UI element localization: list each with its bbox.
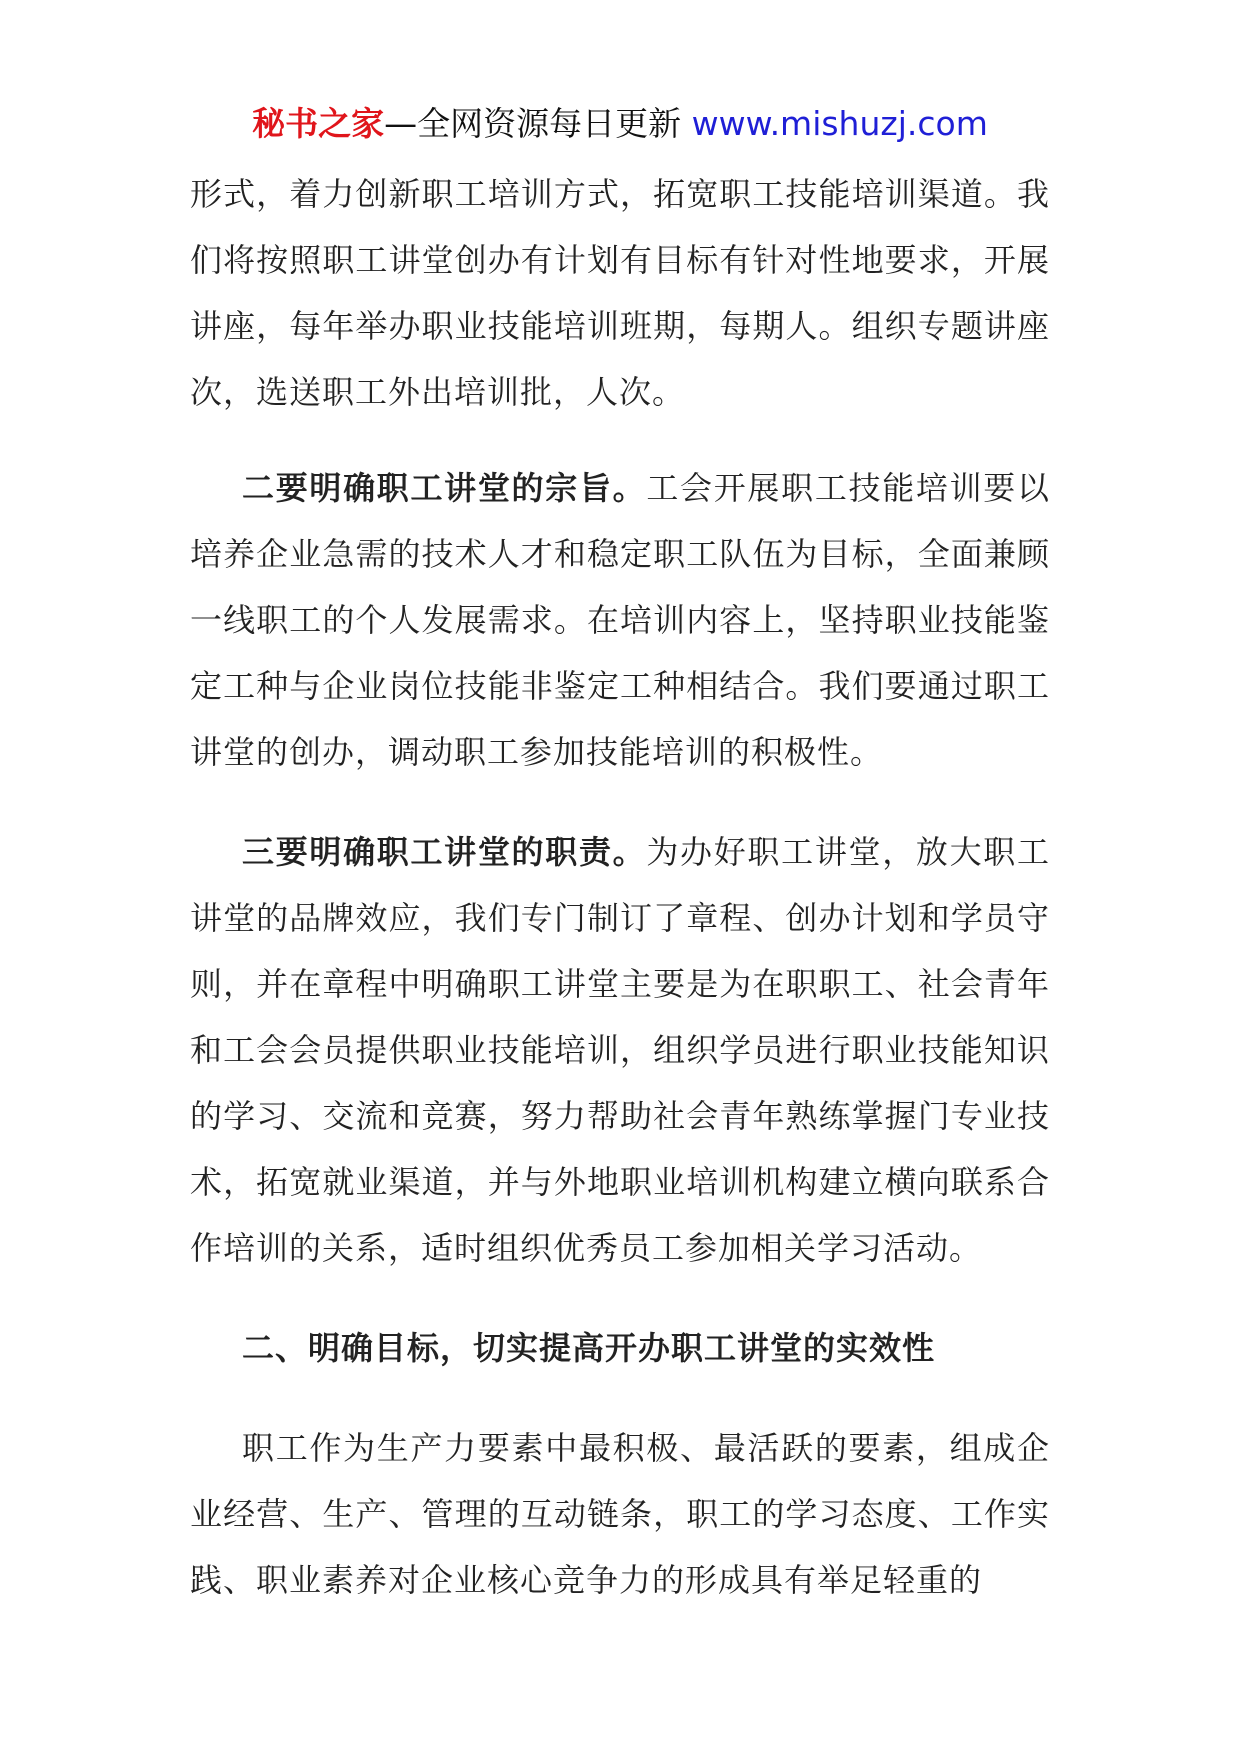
paragraph-text: 工会开展职工技能培训要以培养企业急需的技术人才和稳定职工队伍为目标，全面兼顾一线职工的个人发展需求。在培训内容上，坚持职业技能鉴定工种与企业岗位技能非鉴定工种相结合。我们要通过职工讲堂的创办，调动职工参加技能培训的积极性。 (190, 469, 1050, 771)
section-heading: 二、明确目标，切实提高开办职工讲堂的实效性 (242, 1329, 936, 1367)
site-url-link[interactable]: www.mishuzj.com (691, 104, 988, 143)
paragraph-text: 形式，着力创新职工培训方式，拓宽职工技能培训渠道。我们将按照职工讲堂创办有计划有目标有针对性地要求，开展讲座，每年举办职业技能培训班期，每期人。组织专题讲座次，选送职工外出培训批，人次。 (190, 175, 1050, 411)
paragraph-final (190, 1415, 1050, 1613)
paragraph-continuation (190, 161, 1050, 425)
paragraph-text: 为办好职工讲堂，放大职工讲堂的品牌效应，我们专门制订了章程、创办计划和学员守则，并在章程中明确职工讲堂主要是为在职职工、社会青年和工会会员提供职业技能培训，组织学员进行职业技能知识的学习、交流和竞赛，努力帮助社会青年熟练掌握门专业技术，拓宽就业渠道，并与外地职业培训机构建立横向联系合作培训的关系，适时组织优秀员工参加相关学习活动。 (190, 833, 1050, 1267)
paragraph-text: 职工作为生产力要素中最积极、最活跃的要素，组成企业经营、生产、管理的互动链条，职工的学习态度、工作实践、职业素养对企业核心竞争力的形成具有举足轻重的 (190, 1429, 1050, 1599)
document-body (190, 161, 1050, 1647)
paragraph-duties (190, 819, 1050, 1281)
paragraph-purpose (190, 455, 1050, 785)
site-tagline: —全网资源每日更新 (384, 104, 692, 143)
paragraph-lead: 二要明确职工讲堂的宗旨。 (242, 469, 647, 507)
paragraph-lead: 三要明确职工讲堂的职责。 (242, 833, 647, 871)
site-brand: 秘书之家 (252, 104, 385, 143)
site-header (0, 98, 1240, 150)
